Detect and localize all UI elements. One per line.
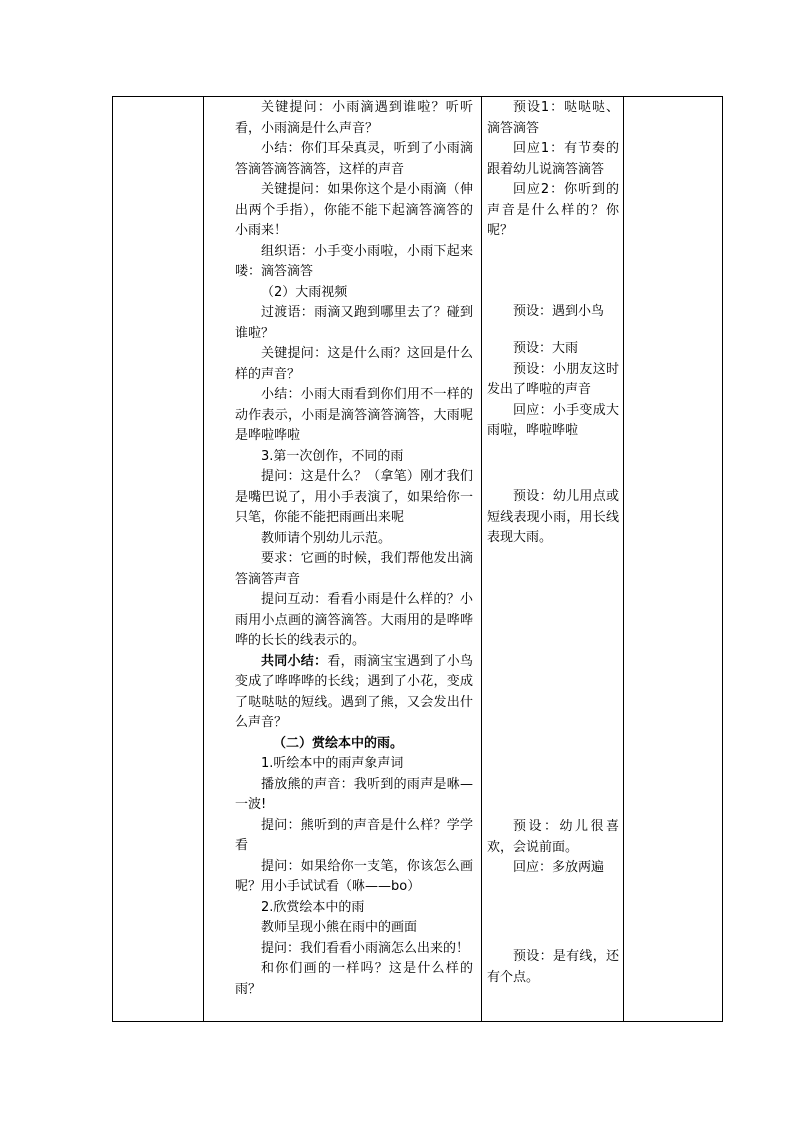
preset-block-5 [487, 817, 619, 879]
preset-text: 预设：大雨 [513, 341, 579, 356]
lesson-plan-table [112, 96, 723, 1022]
process-paragraph: 提问：我们看看小雨滴怎么出来的！ [261, 940, 470, 956]
preset-response-column [482, 97, 624, 1022]
paragraph-text: 看，雨滴宝宝遇到了小鸟变成了哗哗哗的长线；遇到了小花，变成了哒哒哒的短线。遇到了熊，又会发出什么声音？ [235, 653, 473, 730]
process-paragraph: 1.听绘本中的雨声象声词 [261, 756, 404, 771]
response-text: 回应1：有节奏的跟着幼儿说滴答滴答 [487, 141, 619, 177]
right-empty-column [624, 97, 723, 1022]
preset-text: 预设：小朋友这时发出了哗啦的声音 [487, 361, 619, 397]
response-text: 回应：多放两遍 [513, 860, 605, 875]
process-paragraph [235, 652, 473, 734]
preset-text: 预设1：哒哒哒、滴答滴答 [487, 100, 619, 136]
preset-text: 预设：幼儿用点或短线表现小雨，用长线表现大雨。 [487, 489, 619, 545]
table-row [113, 97, 723, 1022]
process-paragraph: 播放熊的声音：我听到的雨声是咻—一波! [235, 776, 473, 812]
process-paragraph: 小结：你们耳朵真灵，听到了小雨滴答滴答滴答滴答，这样的声音 [235, 141, 473, 177]
process-paragraph: （2）大雨视频 [261, 284, 348, 300]
preset-block-6 [487, 947, 619, 988]
teaching-process-column [204, 97, 482, 1022]
response-text: 回应2：你听到的声音是什么样的？你呢？ [487, 182, 619, 238]
process-paragraph: 教师呈现小熊在雨中的画面 [261, 920, 418, 935]
process-paragraph: 提问互动：看看小雨是什么样的？小雨用小点画的滴答滴答。大雨用的是哗哗哗的长长的线表示的。 [235, 592, 473, 648]
left-empty-column [113, 97, 204, 1022]
process-paragraph: 教师请个别幼儿示范。 [261, 530, 392, 546]
process-paragraph: 提问：这是什么？（拿笔）刚才我们是嘴巴说了，用小手表演了，如果给你一只笔，你能不能把雨画出来呢 [235, 469, 473, 525]
bold-lead-text: 共同小结： [261, 653, 328, 669]
process-paragraph: 小结：小雨大雨看到你们用不一样的动作表示，小雨是滴答滴答滴答，大雨呢是哗啦哗啦 [235, 387, 473, 443]
process-paragraph: 和你们画的一样吗？这是什么样的雨？ [235, 961, 473, 997]
process-paragraph: 提问：熊听到的声音是什么样？学学看 [235, 817, 473, 853]
preset-block-2 [487, 302, 619, 323]
preset-block-3 [487, 339, 619, 442]
process-paragraph: 过渡语：雨滴又跑到哪里去了？碰到谁啦？ [235, 305, 473, 341]
process-paragraph: 提问：如果给你一支笔，你该怎么画呢？用小手试试看（咻——bo） [235, 858, 473, 894]
process-paragraph: 组织语：小手变小雨啦，小雨下起来喽：滴答滴答 [235, 243, 473, 279]
preset-block-1 [487, 98, 619, 242]
response-text: 回应：小手变成大雨啦，哗啦哗啦 [487, 402, 619, 438]
process-paragraph: 3.第一次创作，不同的雨 [261, 448, 404, 464]
process-paragraph: 关键提问：这是什么雨？这回是什么样的声音？ [235, 346, 473, 382]
preset-block-4 [487, 487, 619, 549]
process-paragraph: 关键提问：小雨滴遇到谁啦？听听看，小雨滴是什么声音？ [235, 100, 473, 136]
preset-text: 预设：是有线，还有个点。 [487, 949, 619, 985]
preset-text: 预设：遇到小鸟 [513, 304, 605, 319]
process-paragraph: 2.欣赏绘本中的雨 [261, 899, 365, 915]
process-paragraph: 要求：它画的时候，我们帮他发出滴答滴答声音 [235, 551, 473, 587]
section-heading: （二）赏绘本中的雨。 [273, 735, 404, 751]
process-paragraph: 关键提问：如果你这个是小雨滴（伸出两个手指），你能不能下起滴答滴答的小雨来！ [235, 182, 473, 238]
preset-text: 预设：幼儿很喜欢，会说前面。 [487, 819, 619, 855]
